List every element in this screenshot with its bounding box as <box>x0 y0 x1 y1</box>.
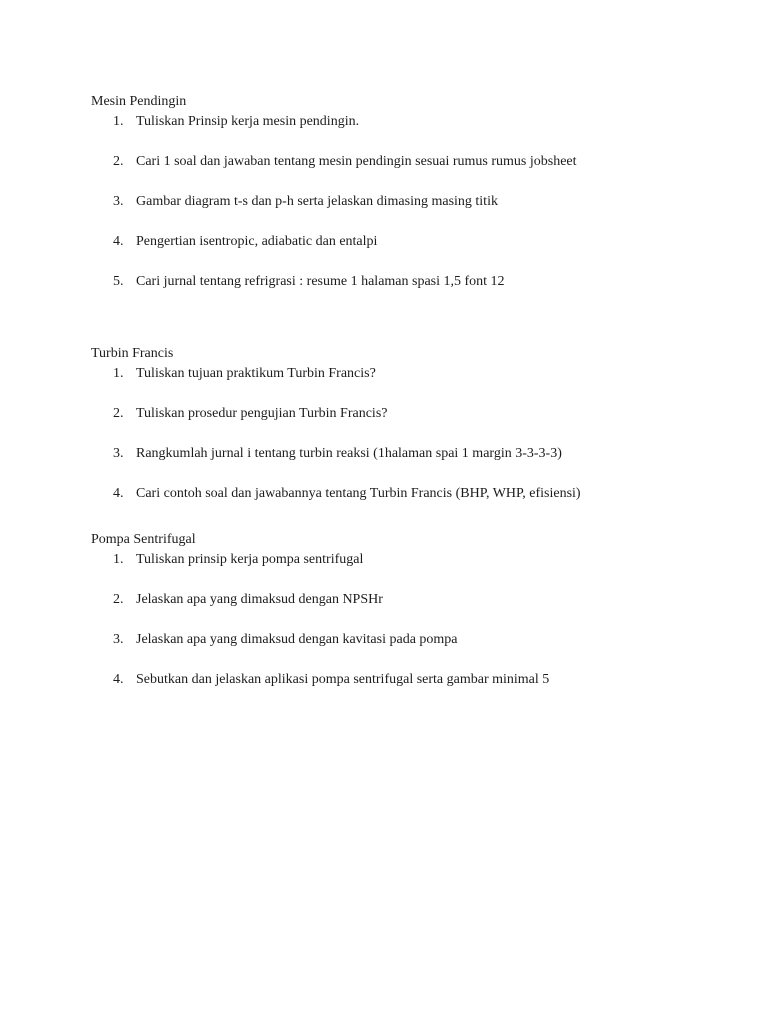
section-turbin-francis <box>91 344 731 524</box>
item-text: Cari jurnal tentang refrigrasi : resume 1 halaman spasi 1,5 font 12 <box>136 274 505 289</box>
item-text: Tuliskan prinsip kerja pompa sentrifugal <box>136 552 364 567</box>
item-number: 2. <box>113 592 124 607</box>
list-item <box>91 550 731 590</box>
list-item <box>91 152 731 192</box>
list-item <box>91 272 731 312</box>
list-item <box>91 112 731 152</box>
list-item <box>91 484 731 524</box>
item-text: Tuliskan tujuan praktikum Turbin Francis? <box>136 366 376 381</box>
item-text: Pengertian isentropic, adiabatic dan entalpi <box>136 234 378 249</box>
item-number: 2. <box>113 154 124 169</box>
item-number: 4. <box>113 672 124 687</box>
item-text: Gambar diagram t-s dan p-h serta jelaskan dimasing masing titik <box>136 194 498 209</box>
list-item <box>91 444 731 484</box>
question-list <box>91 112 731 312</box>
item-number: 4. <box>113 234 124 249</box>
item-text: Jelaskan apa yang dimaksud dengan NPSHr <box>136 592 383 607</box>
item-number: 5. <box>113 274 124 289</box>
section-mesin-pendingin <box>91 92 731 312</box>
item-number: 4. <box>113 486 124 501</box>
item-text: Cari 1 soal dan jawaban tentang mesin pendingin sesuai rumus rumus jobsheet <box>136 154 577 169</box>
list-item <box>91 232 731 272</box>
item-number: 1. <box>113 366 124 381</box>
list-item <box>91 192 731 232</box>
item-text: Tuliskan Prinsip kerja mesin pendingin. <box>136 114 360 129</box>
item-text: Jelaskan apa yang dimaksud dengan kavitasi pada pompa <box>136 632 458 647</box>
item-text: Cari contoh soal dan jawabannya tentang Turbin Francis (BHP, WHP, efisiensi) <box>136 486 581 501</box>
item-number: 3. <box>113 632 124 647</box>
list-item <box>91 364 731 404</box>
item-number: 1. <box>113 552 124 567</box>
item-number: 3. <box>113 194 124 209</box>
section-title: Pompa Sentrifugal <box>91 532 196 547</box>
item-number: 3. <box>113 446 124 461</box>
section-pompa-sentrifugal <box>91 530 731 710</box>
item-text: Tuliskan prosedur pengujian Turbin Francis? <box>136 406 388 421</box>
section-title: Mesin Pendingin <box>91 94 187 109</box>
item-number: 2. <box>113 406 124 421</box>
list-item <box>91 590 731 630</box>
question-list <box>91 550 731 710</box>
question-list <box>91 364 731 524</box>
item-text: Sebutkan dan jelaskan aplikasi pompa sentrifugal serta gambar minimal 5 <box>136 672 550 687</box>
list-item <box>91 630 731 670</box>
item-number: 1. <box>113 114 124 129</box>
section-title: Turbin Francis <box>91 346 174 361</box>
list-item <box>91 670 731 710</box>
item-text: Rangkumlah jurnal i tentang turbin reaksi (1halaman spai 1 margin 3-3-3-3) <box>136 446 562 461</box>
list-item <box>91 404 731 444</box>
